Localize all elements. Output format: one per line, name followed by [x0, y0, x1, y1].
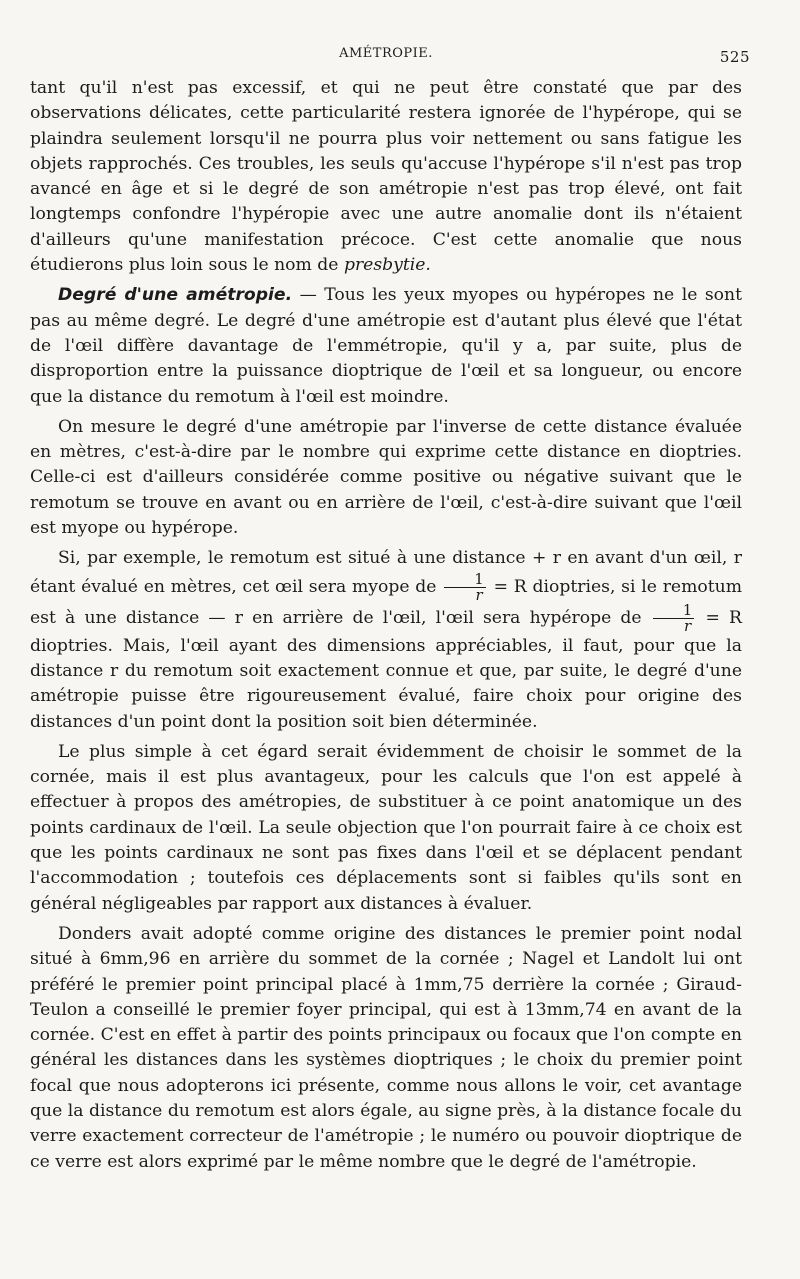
fraction-denominator-2: r: [683, 616, 692, 635]
paragraph-3: On mesure le degré d'une amétropie par l'inverse de cette distance évaluée en mètres, c'est-à-dire par le nombre qui exprime cette distance en dioptries. Celle-ci est d'ailleurs considérée comme positive ou négative suivant que le remotum se trouve en avant ou en arrière de l'œil, c'est-à-dire suivant que l'œil est myope ou hypérope.: [30, 416, 742, 539]
paragraph-2-text: — Tous les yeux myopes ou hypéropes ne le sont pas au même degré. Le degré d'une amétropie est d'autant plus élevé que l'état de l'œil diffère davantage de l'emmétropie, qu'il y a, par suite, plus de disproportion entre la puissance dioptrique de l'œil et sa longueur, ou encore que la distance du remotum à l'œil est moindre.: [30, 285, 742, 407]
fraction-1-over-r-2: [653, 600, 695, 635]
fraction-1-over-r: [444, 569, 486, 604]
paragraph-4: [30, 546, 742, 734]
fraction-numerator-2: 1: [653, 603, 695, 619]
page-number: 525: [719, 48, 750, 66]
running-header: [30, 46, 750, 66]
paragraph-4b-text: = R dioptries, si le remotum est à une distance — r en arrière de l'œil, l'œil sera hypérope de: [30, 576, 743, 628]
section-heading: Degré d'une amétropie.: [58, 285, 293, 306]
fraction-denominator: r: [475, 585, 483, 604]
paragraph-2: [30, 283, 742, 409]
paragraph-4c-text: = R dioptries. Mais, l'œil ayant des dimensions appréciables, il faut, pour que la distance r du remotum soit exactement connue et que, par suite, le degré d'une amétropie puisse être rigoureusement évalué, faire choix pour origine des distances d'un point dont la position soit bien déterminée.: [30, 607, 742, 732]
paragraph-5: Le plus simple à cet égard serait évidemment de choisir le sommet de la cornée, mais il est plus avantageux, pour les calculs que l'on est appelé à effectuer à propos des amétropies, de substituer à ce point anatomique un des points cardinaux de l'œil. La seule objection que l'on pourrait faire à ce choix est que les points cardinaux ne sont pas fixes dans l'œil et se déplacent pendant l'accommodation ; toutefois ces déplacements sont si faibles qu'ils sont en général négligeables par rapport aux distances à évaluer.: [30, 741, 742, 914]
paragraph-6: Donders avait adopté comme origine des distances le premier point nodal situé à 6mm,96 en arrière du sommet de la cornée ; Nagel et Landolt lui ont préféré le premier point principal placé à 1mm,75 derrière la cornée ; Giraud-Teulon a conseillé le premier foyer principal, qui est à 13mm,74 en avant de la cornée. C'est en effet à partir des points principaux ou focaux que l'on compte en général les distances dans les systèmes dioptriques ; le choix du premier point focal que nous adopterons ici présente, comme nous allons le voir, cet avantage que la distance du remotum est alors égale, au signe près, à la distance focale du verre exactement correcteur de l'amétropie ; le numéro ou pouvoir dioptrique de ce verre est alors exprimé par le même nombre que le degré de l'amétropie.: [30, 923, 742, 1172]
paragraph-1-text: tant qu'il n'est pas excessif, et qui ne peut être constaté que par des observations délicates, cette particularité restera ignorée de l'hypérope, qui se plaindra seulement lorsqu'il ne pourra plus voir nettement ou sans fatigue les objets rapprochés. Ces troubles, les seuls qu'accuse l'hypérope s'il n'est pas trop avancé en âge et si le degré de son amétropie n'est pas trop élevé, ont fait longtemps confondre l'hypéropie avec une autre anomalie dont ils n'étaient d'ailleurs qu'une manifestation précoce. C'est cette anomalie que nous étudierons plus loin sous le nom de: [30, 78, 742, 276]
body-text: [30, 76, 742, 1175]
paragraph-4a-text: Si, par exemple, le remotum est situé à une distance + r en avant d'un œil, r étant évalué en mètres, cet œil sera myope de: [30, 548, 742, 597]
term-presbytie: presbytie.: [343, 255, 431, 276]
document-page: [30, 0, 750, 1279]
header-title: AMÉTROPIE.: [339, 46, 433, 61]
fraction-numerator: 1: [444, 572, 486, 588]
paragraph-1: [30, 76, 742, 278]
